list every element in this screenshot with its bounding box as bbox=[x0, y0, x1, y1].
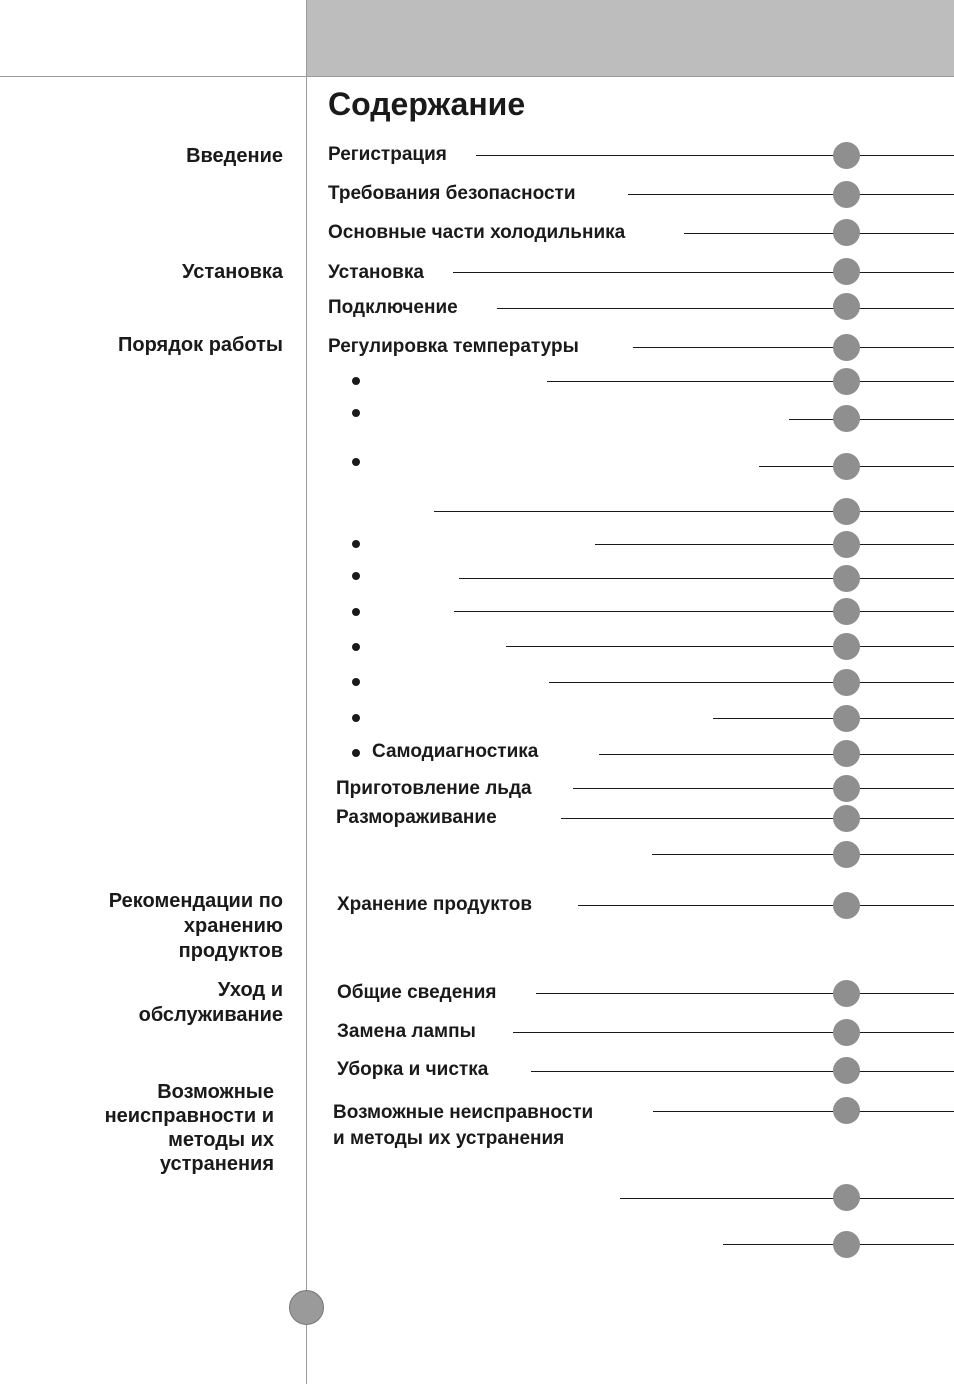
page-marker-dot bbox=[833, 669, 860, 696]
section-storage bbox=[109, 889, 283, 964]
page-marker-dot bbox=[833, 740, 860, 767]
page-marker-dot bbox=[833, 1097, 860, 1124]
section-troubleshooting-line: методы их bbox=[168, 1129, 274, 1151]
leader-line bbox=[506, 646, 954, 647]
header-bar bbox=[307, 0, 954, 76]
page-marker-dot bbox=[833, 181, 860, 208]
page-marker-dot bbox=[833, 805, 860, 832]
section-troubleshooting-line: неисправности и bbox=[104, 1105, 274, 1127]
toc-entry-cleaning[interactable]: Уборка и чистка bbox=[337, 1059, 489, 1080]
page-marker-dot bbox=[833, 219, 860, 246]
leader-line bbox=[513, 1032, 954, 1033]
page-marker-dot bbox=[833, 1057, 860, 1084]
page-marker-dot bbox=[833, 405, 860, 432]
leader-line bbox=[531, 1071, 954, 1072]
bullet-icon bbox=[352, 572, 360, 580]
page-marker-dot bbox=[833, 258, 860, 285]
toc-entry-safety[interactable]: Требования безопасности bbox=[328, 183, 576, 204]
bullet-icon bbox=[352, 540, 360, 548]
leader-line bbox=[476, 155, 954, 156]
toc-entry-lamp[interactable]: Замена лампы bbox=[337, 1021, 476, 1042]
section-troubleshooting bbox=[105, 1080, 274, 1176]
page-marker-dot bbox=[833, 531, 860, 558]
top-rule bbox=[0, 76, 954, 77]
bullet-icon bbox=[352, 409, 360, 417]
page-marker-dot bbox=[833, 1184, 860, 1211]
section-troubleshooting-line: устранения bbox=[159, 1153, 274, 1175]
bullet-icon bbox=[352, 608, 360, 616]
leader-line bbox=[561, 818, 954, 819]
toc-entry-selfdiag[interactable]: Самодиагностика bbox=[372, 741, 539, 762]
page-marker-dot bbox=[833, 705, 860, 732]
toc-entry-install[interactable]: Установка bbox=[328, 262, 424, 283]
section-care bbox=[139, 978, 283, 1028]
page-marker-dot bbox=[833, 1231, 860, 1258]
page-marker-dot bbox=[833, 775, 860, 802]
toc-entry-food[interactable]: Хранение продуктов bbox=[337, 894, 533, 915]
section-intro: Введение bbox=[186, 145, 283, 167]
toc-entry-ice[interactable]: Приготовление льда bbox=[336, 778, 532, 799]
bullet-icon bbox=[352, 678, 360, 686]
leader-line bbox=[652, 854, 954, 855]
toc-entry-faults[interactable] bbox=[333, 1100, 593, 1152]
leader-line bbox=[497, 308, 954, 309]
leader-line bbox=[599, 754, 954, 755]
leader-line bbox=[653, 1111, 954, 1112]
leader-line bbox=[549, 682, 954, 683]
toc-entry-temperature[interactable]: Регулировка температуры bbox=[328, 336, 579, 357]
section-troubleshooting-line: Возможные bbox=[157, 1081, 274, 1103]
page-marker-dot bbox=[833, 293, 860, 320]
bullet-icon bbox=[352, 458, 360, 466]
toc-entry-registration[interactable]: Регистрация bbox=[328, 144, 447, 165]
toc-entry-faults-line: и методы их устранения bbox=[333, 1128, 565, 1149]
leader-line bbox=[547, 381, 954, 382]
section-storage-line: Рекомендации по bbox=[108, 890, 283, 912]
section-care-line: обслуживание bbox=[138, 1004, 283, 1026]
page-marker-dot bbox=[833, 334, 860, 361]
page-marker-dot bbox=[833, 498, 860, 525]
bullet-icon bbox=[352, 643, 360, 651]
toc-entry-connection[interactable]: Подключение bbox=[328, 297, 458, 318]
bullet-icon bbox=[352, 377, 360, 385]
leader-line bbox=[620, 1198, 954, 1199]
leader-line bbox=[453, 272, 954, 273]
toc-entry-faults-line: Возможные неисправности bbox=[333, 1102, 594, 1123]
page-marker-dot bbox=[833, 142, 860, 169]
toc-entry-parts[interactable]: Основные части холодильника bbox=[328, 222, 626, 243]
page-marker-dot bbox=[833, 1019, 860, 1046]
leader-line bbox=[578, 905, 954, 906]
page-marker-dot bbox=[833, 892, 860, 919]
bullet-icon bbox=[352, 714, 360, 722]
section-storage-line: хранению bbox=[183, 915, 283, 937]
section-operation: Порядок работы bbox=[118, 334, 283, 356]
bullet-icon bbox=[352, 749, 360, 757]
vertical-rule bbox=[306, 0, 307, 1384]
section-storage-line: продуктов bbox=[178, 940, 283, 962]
leader-line bbox=[573, 788, 954, 789]
page-marker-dot bbox=[833, 368, 860, 395]
section-install: Установка bbox=[182, 261, 283, 283]
leader-line bbox=[633, 347, 954, 348]
leader-line bbox=[454, 611, 954, 612]
leader-line bbox=[684, 233, 954, 234]
leader-line bbox=[434, 511, 954, 512]
leader-line bbox=[459, 578, 954, 579]
leader-line bbox=[789, 419, 954, 420]
toc-entry-defrost[interactable]: Размораживание bbox=[336, 807, 497, 828]
page-marker-dot bbox=[833, 841, 860, 868]
leader-line bbox=[536, 993, 954, 994]
page-marker-dot bbox=[833, 980, 860, 1007]
page-marker-dot bbox=[833, 633, 860, 660]
page-marker-dot bbox=[833, 453, 860, 480]
page-marker-dot bbox=[833, 598, 860, 625]
page-number-circle bbox=[289, 1290, 324, 1325]
toc-entry-general[interactable]: Общие сведения bbox=[337, 982, 497, 1003]
page-marker-dot bbox=[833, 565, 860, 592]
leader-line bbox=[628, 194, 954, 195]
section-care-line: Уход и bbox=[217, 979, 283, 1001]
page-title: Содержание bbox=[328, 86, 526, 122]
leader-line bbox=[595, 544, 954, 545]
